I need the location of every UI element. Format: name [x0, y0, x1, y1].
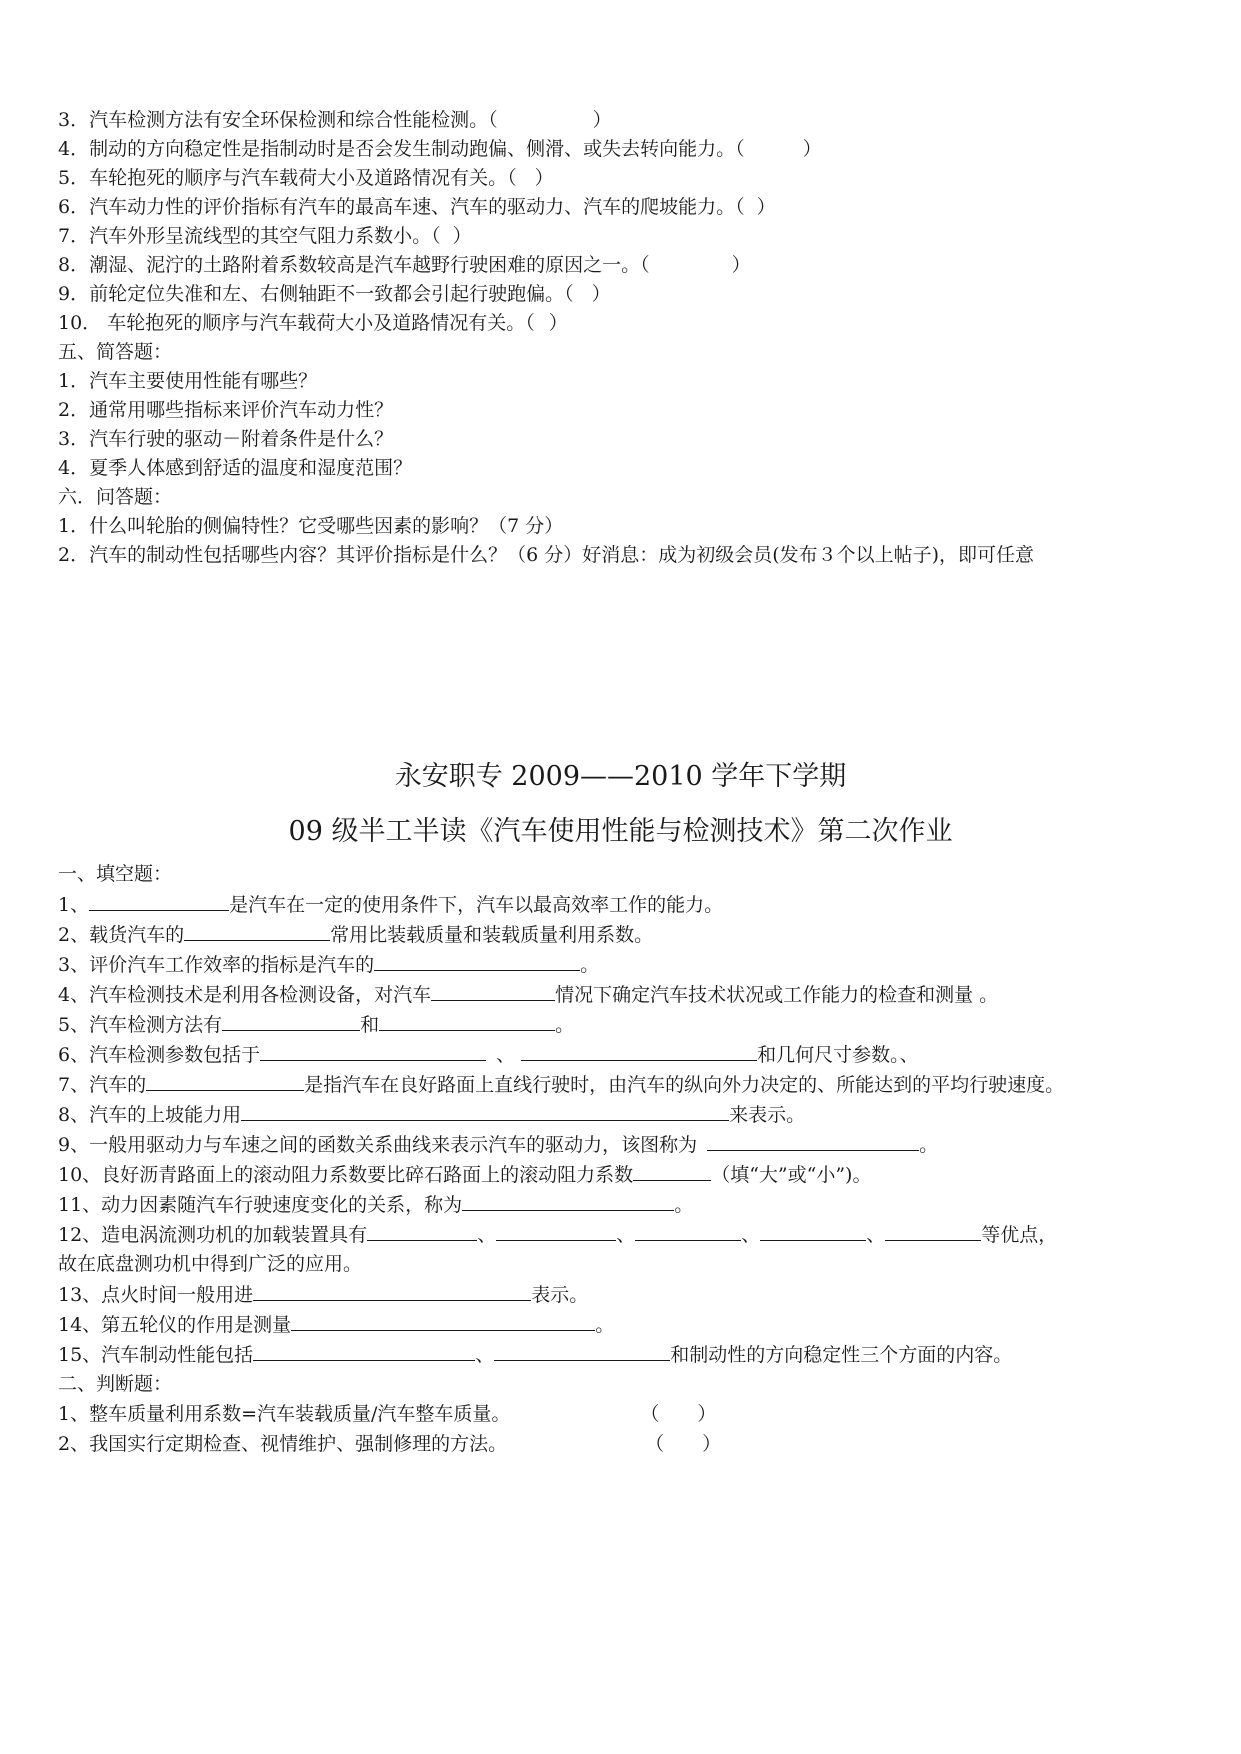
answer-blank[interactable]: [367, 1222, 477, 1241]
judge-item: 2、我国实行定期检查、视情维护、强制修理的方法。 （ ）: [58, 1433, 722, 1455]
answer-blank[interactable]: [222, 1012, 360, 1031]
answer-blank[interactable]: [707, 1132, 919, 1151]
fill-item-12-continued: 故在底盘测功机中得到广泛的应用。: [58, 1253, 363, 1275]
judge-item-8: 8．潮湿、泥泞的土路附着系数较高是汽车越野行驶困难的原因之一。（ ）: [58, 254, 751, 276]
section-heading-judge: 二、判断题：: [58, 1373, 173, 1395]
answer-blank[interactable]: [431, 982, 555, 1001]
fill-item-1: 1、 是汽车在一定的使用条件下，汽车以最高效率工作的能力。: [58, 894, 724, 916]
fill-item-11: 11、动力因素随汽车行驶速度变化的关系，称为 。: [58, 1194, 694, 1216]
fill-item-15: 15、汽车制动性能包括 、 和制动性的方向稳定性三个方面的内容。: [58, 1344, 1013, 1366]
answer-blank[interactable]: [494, 1342, 670, 1361]
answer-blank[interactable]: [291, 1312, 595, 1331]
fill-item-8: 8、汽车的上坡能力用 来表示。: [58, 1104, 806, 1126]
fill-item-14: 14、第五轮仪的作用是测量 。: [58, 1314, 615, 1336]
fill-item-4: 4、汽车检测技术是利用各检测设备，对汽车 情况下确定汽车技术状况或工作能力的检查和测量 。: [58, 984, 999, 1006]
judge-item-3: 3．汽车检测方法有安全环保检测和综合性能检测。（ ）: [58, 109, 612, 131]
answer-blank[interactable]: [253, 1342, 475, 1361]
judge-item-4: 4．制动的方向稳定性是指制动时是否会发生制动跑偏、侧滑、或失去转向能力。（ ）: [58, 138, 822, 160]
section-heading-short-answer: 五、简答题：: [58, 341, 173, 363]
short-answer-item: 4．夏季人体感到舒适的温度和湿度范围？: [58, 457, 413, 479]
fill-item-13: 13、点火时间一般用进 表示。: [58, 1284, 589, 1306]
qa-item: 2．汽车的制动性包括哪些内容？其评价指标是什么？（6 分）好消息：成为初级会员(发布３个以上帖子)，即可任意: [58, 544, 1035, 566]
answer-blank[interactable]: [89, 892, 229, 911]
fill-item-9: 9、一般用驱动力与车速之间的函数关系曲线来表示汽车的驱动力，该图称为 。: [58, 1134, 939, 1156]
answer-blank[interactable]: [260, 1042, 486, 1061]
answer-blank[interactable]: [521, 1042, 757, 1061]
section-heading-qa: 六．问答题：: [58, 486, 173, 508]
answer-blank[interactable]: [374, 952, 580, 971]
answer-blank[interactable]: [379, 1012, 555, 1031]
fill-item-5: 5、汽车检测方法有 和 。: [58, 1014, 575, 1036]
answer-blank[interactable]: [496, 1222, 616, 1241]
fill-item-2: 2、载货汽车的 常用比装载质量和装载质量利用系数。: [58, 924, 654, 946]
short-answer-item: 2．通常用哪些指标来评价汽车动力性？: [58, 399, 394, 421]
document-subtitle: 09 级半工半读《汽车使用性能与检测技术》第二次作业: [288, 816, 953, 847]
fill-item-3: 3、评价汽车工作效率的指标是汽车的 。: [58, 954, 600, 976]
fill-item-12: 12、造电涡流测功机的加载装置具有 、 、 、 、 等优点，: [58, 1224, 1058, 1246]
answer-paren[interactable]: （ ）: [640, 1403, 717, 1425]
answer-blank[interactable]: [146, 1072, 304, 1091]
judge-item-10: 10． 车轮抱死的顺序与汽车载荷大小及道路情况有关。（ ）: [58, 312, 568, 334]
section-heading-fill: 一、填空题：: [58, 863, 173, 885]
answer-blank[interactable]: [462, 1192, 674, 1211]
short-answer-item: 1．汽车主要使用性能有哪些？: [58, 370, 318, 392]
judge-item-6: 6．汽车动力性的评价指标有汽车的最高车速、汽车的驱动力、汽车的爬坡能力。（ ）: [58, 196, 776, 218]
answer-blank[interactable]: [633, 1162, 711, 1181]
answer-blank[interactable]: [184, 922, 330, 941]
judge-item-7: 7．汽车外形呈流线型的其空气阻力系数小。（ ）: [58, 225, 472, 247]
answer-blank[interactable]: [253, 1282, 531, 1301]
fill-item-7: 7、汽车的 是指汽车在良好路面上直线行驶时，由汽车的纵向外力决定的、所能达到的平均行驶速度。: [58, 1074, 1065, 1096]
judge-item-5: 5．车轮抱死的顺序与汽车载荷大小及道路情况有关。（ ）: [58, 167, 554, 189]
document-title: 永安职专 2009——2010 学年下学期: [394, 761, 847, 792]
judge-item-9: 9．前轮定位失准和左、右侧轴距不一致都会引起行驶跑偏。（ ）: [58, 283, 611, 305]
answer-blank[interactable]: [760, 1222, 866, 1241]
judge-item: 1、整车质量利用系数=汽车装载质量/汽车整车质量。 （ ）: [58, 1403, 717, 1425]
answer-paren[interactable]: （ ）: [645, 1433, 722, 1455]
answer-blank[interactable]: [241, 1102, 729, 1121]
answer-blank[interactable]: [885, 1222, 981, 1241]
fill-item-6: 6、汽车检测参数包括于 、 和几何尺寸参数。、: [58, 1044, 919, 1066]
short-answer-item: 3．汽车行驶的驱动－附着条件是什么？: [58, 428, 394, 450]
fill-item-10: 10、良好沥青路面上的滚动阻力系数要比碎石路面上的滚动阻力系数 （填“大”或“小”)。: [58, 1164, 872, 1186]
qa-item: 1．什么叫轮胎的侧偏特性？它受哪些因素的影响？（7 分）: [58, 515, 564, 537]
answer-blank[interactable]: [635, 1222, 741, 1241]
